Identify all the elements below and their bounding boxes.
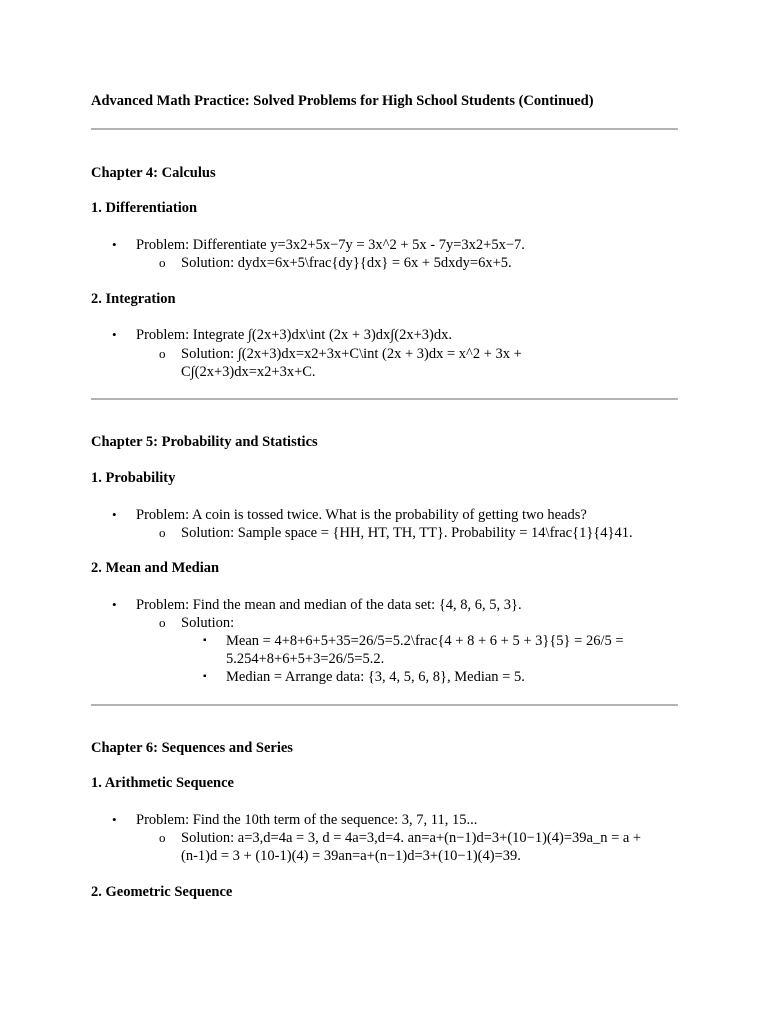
sub-bullet-marker: o — [159, 525, 166, 540]
integration-solution-line-2: C∫(2x+3)dx=x2+3x+C. — [181, 364, 316, 380]
arithmetic-problem: Problem: Find the 10th term of the sequence: 3, 7, 11, 15... — [136, 812, 478, 828]
probability-solution: Solution: Sample space = {HH, HT, TH, TT}. Probability = 14\frac{1}{4}41. — [181, 525, 633, 541]
section-integration-heading: 2. Integration — [91, 291, 176, 307]
bullet-marker: • — [112, 237, 117, 252]
sub-bullet-marker: o — [159, 255, 166, 270]
probability-problem: Problem: A coin is tossed twice. What is the probability of getting two heads? — [136, 507, 587, 523]
chapter-5-heading: Chapter 5: Probability and Statistics — [91, 434, 318, 450]
sub-bullet-marker: o — [159, 346, 166, 361]
mean-line-1: Mean = 4+8+6+5+35=26/5=5.2\frac{4 + 8 + 6 + 5 + 3}{5} = 26/5 = — [226, 633, 624, 649]
horizontal-rule — [91, 398, 678, 400]
bullet-marker: • — [112, 327, 117, 342]
section-geometric-heading: 2. Geometric Sequence — [91, 884, 233, 900]
section-arithmetic-heading: 1. Arithmetic Sequence — [91, 775, 234, 791]
differentiation-solution: Solution: dydx=6x+5\frac{dy}{dx} = 6x + 5dxdy=6x+5. — [181, 255, 512, 271]
sub-sub-bullet-marker: ▪ — [203, 671, 207, 682]
median-line: Median = Arrange data: {3, 4, 5, 6, 8}, Median = 5. — [226, 669, 525, 685]
arithmetic-solution-line-1: Solution: a=3,d=4a = 3, d = 4a=3,d=4. an=a+(n−1)d=3+(10−1)(4)=39a_n = a + — [181, 830, 642, 846]
horizontal-rule — [91, 704, 678, 706]
section-differentiation-heading: 1. Differentiation — [91, 200, 198, 216]
bullet-marker: • — [112, 507, 117, 522]
sub-sub-bullet-marker: ▪ — [203, 635, 207, 646]
integration-problem: Problem: Integrate ∫(2x+3)dx\int (2x + 3)dx∫(2x+3)dx. — [136, 327, 452, 343]
mean-line-2: 5.254+8+6+5+3=26/5=5.2. — [226, 651, 385, 667]
arithmetic-solution-line-2: (n-1)d = 3 + (10-1)(4) = 39an=a+(n−1)d=3+(10−1)(4)=39. — [181, 848, 521, 864]
integration-solution-line-1: Solution: ∫(2x+3)dx=x2+3x+C\int (2x + 3)dx = x^2 + 3x + — [181, 346, 522, 362]
differentiation-problem: Problem: Differentiate y=3x2+5x−7y = 3x^2 + 5x - 7y=3x2+5x−7. — [136, 237, 525, 253]
chapter-6-heading: Chapter 6: Sequences and Series — [91, 740, 293, 756]
sub-bullet-marker: o — [159, 615, 166, 630]
section-mean-median-heading: 2. Mean and Median — [91, 560, 220, 576]
bullet-marker: • — [112, 597, 117, 612]
sub-bullet-marker: o — [159, 830, 166, 845]
section-probability-heading: 1. Probability — [91, 470, 176, 486]
chapter-4-heading: Chapter 4: Calculus — [91, 165, 216, 181]
bullet-marker: • — [112, 812, 117, 827]
horizontal-rule — [91, 128, 678, 130]
document-title: Advanced Math Practice: Solved Problems for High School Students (Continued) — [91, 93, 594, 109]
mean-median-solution: Solution: — [181, 615, 235, 631]
mean-median-problem: Problem: Find the mean and median of the data set: {4, 8, 6, 5, 3}. — [136, 597, 522, 613]
